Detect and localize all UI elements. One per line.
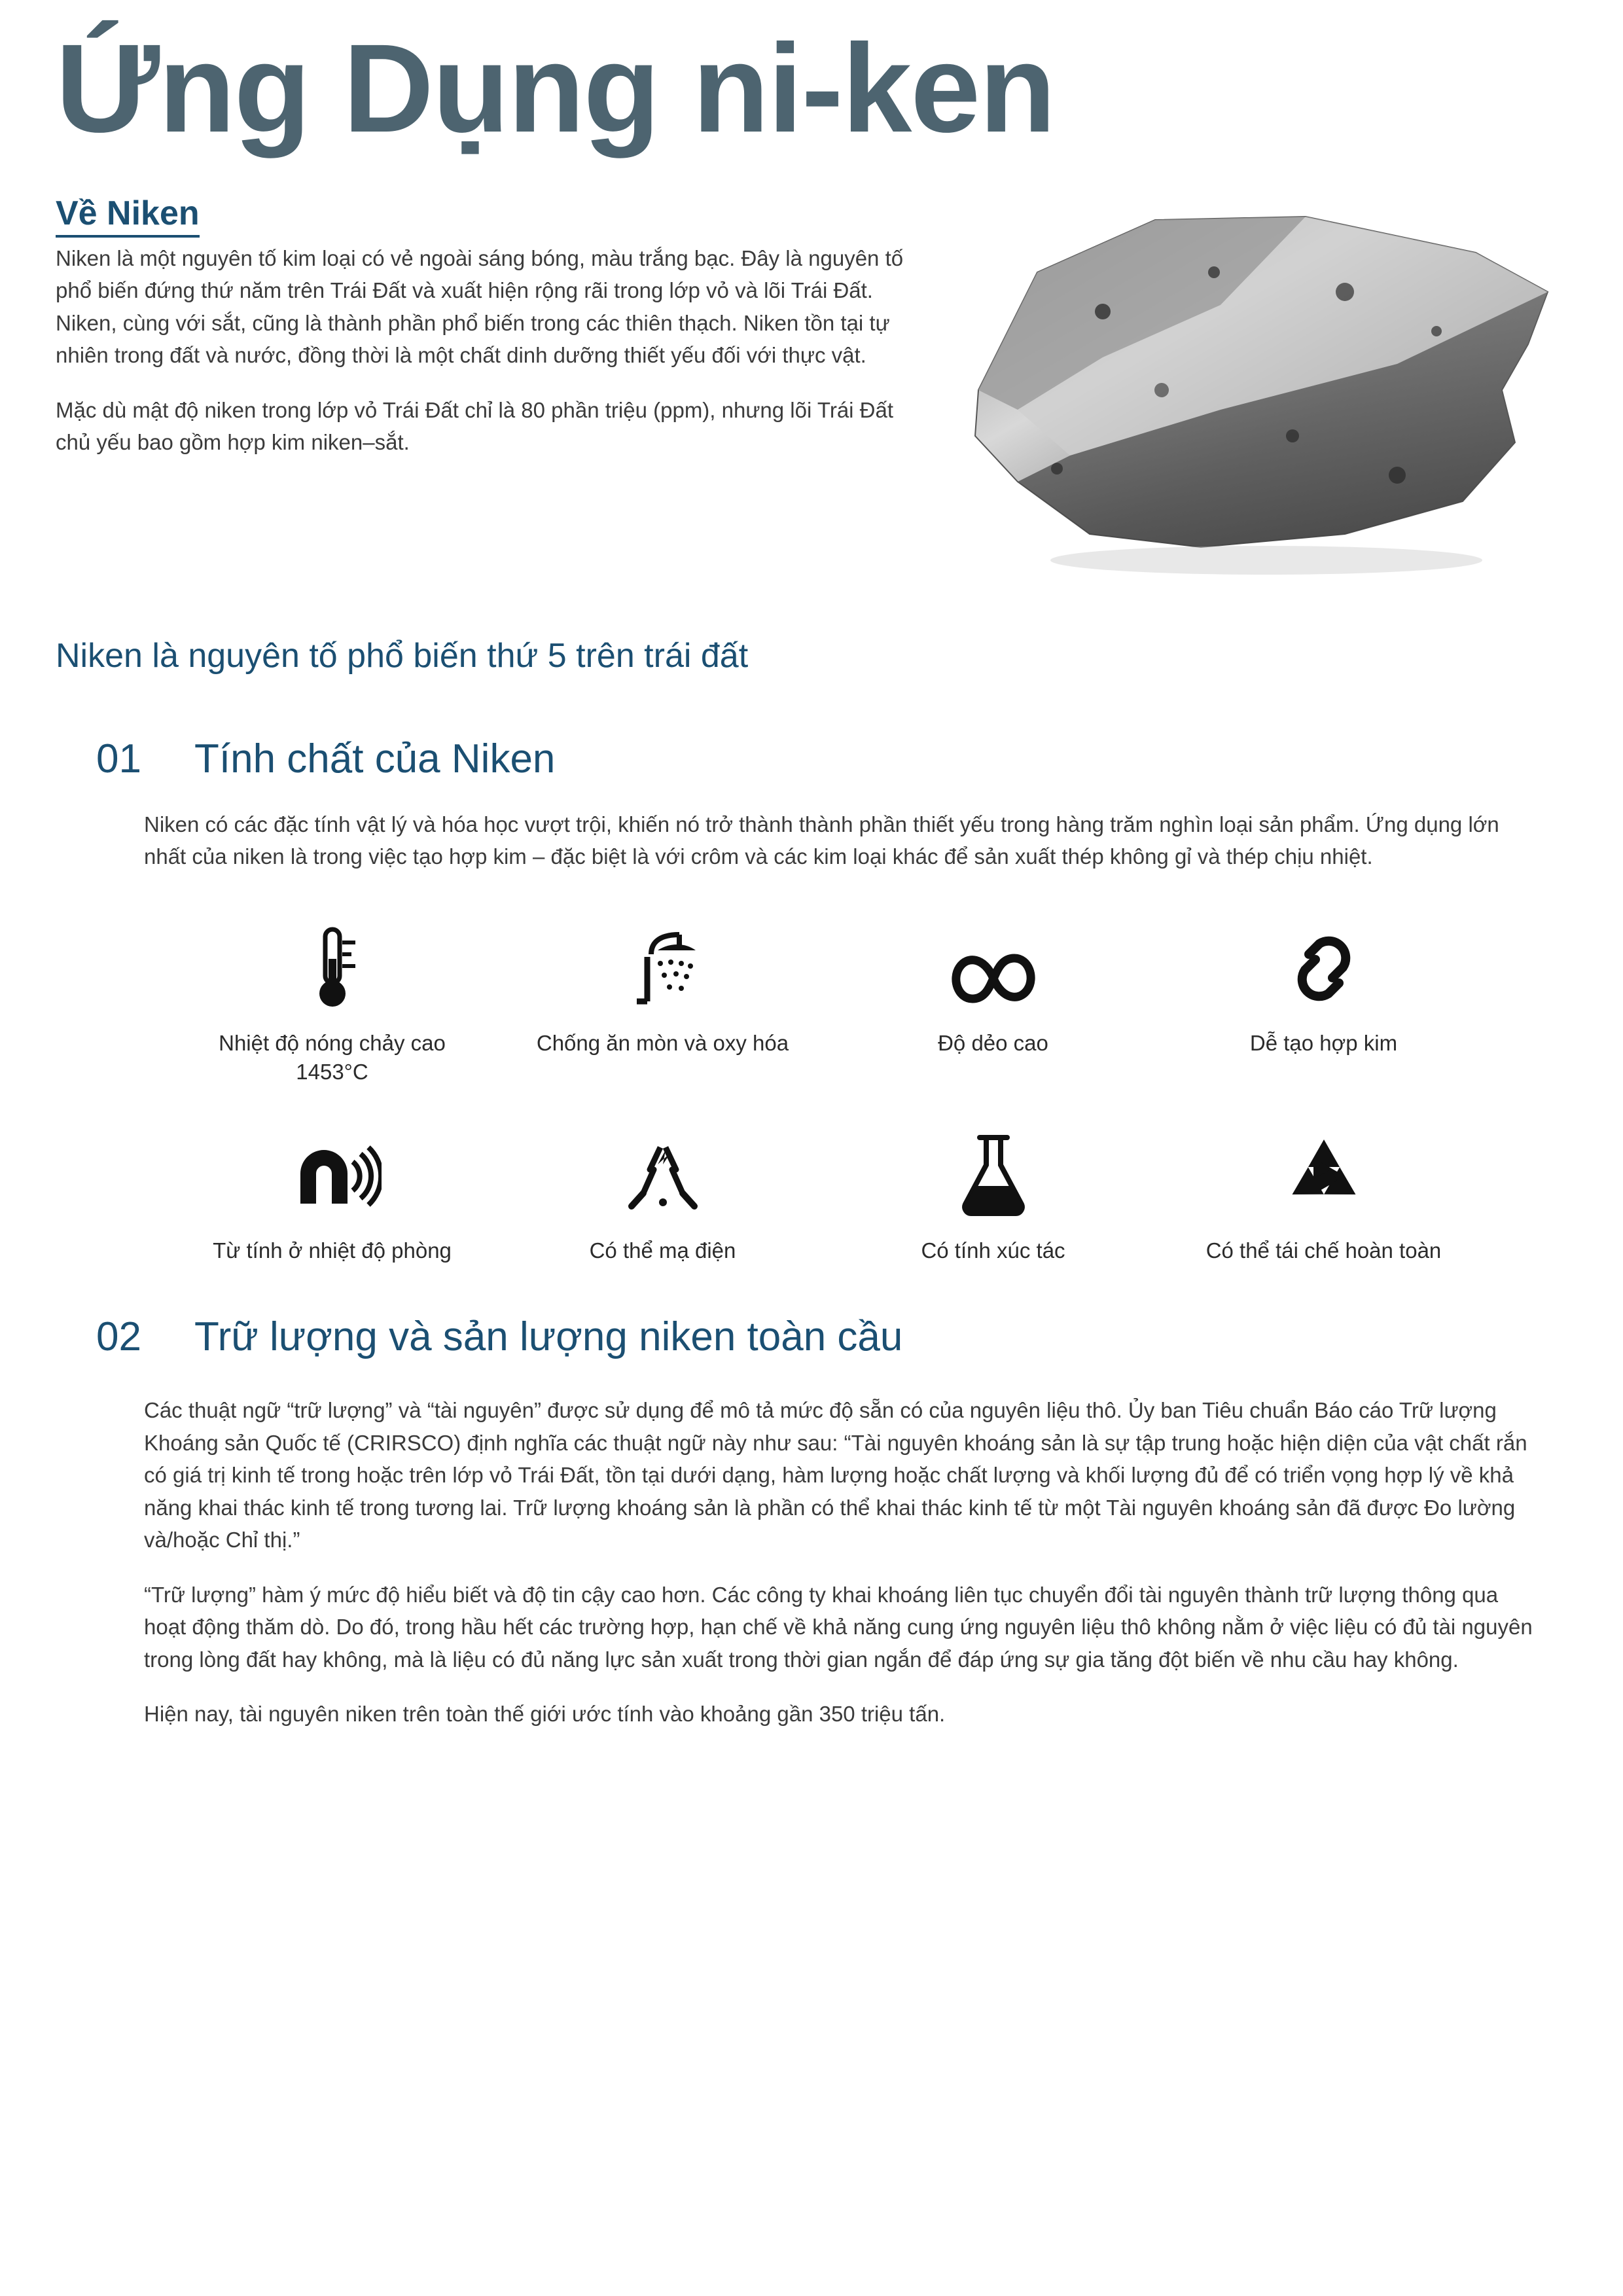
property-item — [1158, 916, 1489, 1087]
property-label: Có thể tái chế hoàn toàn — [1205, 1238, 1442, 1263]
section-title: Tính chất của Niken — [194, 736, 556, 781]
property-label: Độ dẻo cao — [938, 1030, 1048, 1055]
section-01-intro: Niken có các đặc tính vật lý và hóa học vượt trội, khiến nó trở thành thành phần thiết yếu trong hàng trăm nghìn loại sản phẩm. Ứng dụng lớn nhất của niken là trong việc tạo hợp kim – đặc biệt là với crôm và các kim loại khác để sản xuất thép không gỉ và thép chịu nhiệt. — [144, 812, 1499, 869]
property-item — [828, 1124, 1158, 1266]
nickel-ore-image — [952, 194, 1567, 600]
electroplating-icon — [617, 1124, 709, 1222]
recycle-icon — [1275, 1124, 1373, 1222]
corrosion-shower-icon — [617, 916, 709, 1014]
infinity-icon — [941, 916, 1046, 1014]
about-paragraph-2: Mặc dù mật độ niken trong lớp vỏ Trái Đất chỉ là 80 phần triệu (ppm), nhưng lõi Trái Đất chủ yếu bao gồm hợp kim niken–sắt. — [56, 397, 894, 455]
property-label: Dễ tạo hợp kim — [1249, 1030, 1398, 1055]
section-number: 02 — [96, 1314, 141, 1360]
section-title: Trữ lượng và sản lượng niken toàn cầu — [194, 1314, 903, 1360]
property-label: Chống ăn mòn và oxy hóa — [536, 1030, 789, 1055]
thermometer-icon — [296, 916, 368, 1014]
property-item — [828, 916, 1158, 1087]
property-label: Nhiệt độ nóng chảy cao 1453°C — [219, 1030, 446, 1085]
about-heading-text: Về Niken — [56, 194, 200, 238]
flask-icon — [951, 1124, 1036, 1222]
about-section — [56, 194, 1567, 600]
property-label: Có tính xúc tác — [921, 1238, 1065, 1263]
chain-link-icon — [1281, 916, 1366, 1014]
property-label: Từ tính ở nhiệt độ phòng — [213, 1238, 452, 1263]
magnet-icon — [283, 1124, 382, 1222]
callout-text: Niken là nguyên tố phổ biến thứ 5 trên trái đất — [56, 636, 749, 675]
property-item — [1158, 1124, 1489, 1266]
section-number: 01 — [96, 736, 141, 781]
about-text-column — [56, 194, 926, 481]
property-label: Có thể mạ điện — [589, 1238, 736, 1263]
section-header-02 — [56, 1314, 1567, 1360]
property-item — [497, 1124, 828, 1266]
property-item — [497, 916, 828, 1087]
properties-grid — [56, 916, 1567, 1266]
section-02-paragraph-2: “Trữ lượng” hàm ý mức độ hiểu biết và độ tin cậy cao hơn. Các công ty khai khoáng liên tục chuyển đổi tài nguyên thành trữ lượng thông qua hoạt động thăm dò. Do đó, trong hầu hết các trường hợp, hạn chế về khả năng cung ứng nguyên liệu thô không nằm ở việc liệu có đủ tài nguyên trong lòng đất hay không, mà là liệu có đủ năng lực sản xuất trong thời gian ngắn để đáp ứng sự gia tăng đột biến về nhu cầu hay không. — [144, 1582, 1533, 1672]
section-01-body — [56, 808, 1567, 873]
about-heading — [56, 194, 926, 233]
section-02-paragraph-1: Các thuật ngữ “trữ lượng” và “tài nguyên” được sử dụng để mô tả mức độ sẵn có của nguyên liệu thô. Ủy ban Tiêu chuẩn Báo cáo Trữ lượng Khoáng sản Quốc tế (CRIRSCO) định nghĩa các thuật ngữ này như sau: “Tài nguyên khoáng sản là sự tập trung hoặc hiện diện của vật chất rắn có giá trị kinh tế trong hoặc trên lớp vỏ Trái Đất, tồn tại dưới dạng, hàm lượng hoặc chất lượng và khối lượng đủ để có triển vọng hợp lý về khả năng khai thác kinh tế trong tương lai. Trữ lượng khoáng sản là phần có thể khai thác kinh tế từ một Tài nguyên khoáng sản đã được Đo lường và/hoặc Chỉ thị.” — [144, 1398, 1527, 1552]
about-paragraph-1: Niken là một nguyên tố kim loại có vẻ ngoài sáng bóng, màu trắng bạc. Đây là nguyên tố phổ biến đứng thứ năm trên Trái Đất và xuất hiện rộng rãi trong lớp vỏ và lõi Trái Đất. Niken, cùng với sắt, cũng là thành phần phổ biến trong các thiên thạch. Niken tồn tại tự nhiên trong đất và nước, đồng thời là một chất dinh dưỡng thiết yếu đối với thực vật. — [56, 245, 904, 368]
page-title: Ứng Dụng ni-ken — [56, 18, 1055, 158]
section-02-body — [56, 1394, 1567, 1731]
property-item — [167, 1124, 497, 1266]
section-02-paragraph-3: Hiện nay, tài nguyên niken trên toàn thế giới ước tính vào khoảng gần 350 triệu tấn. — [144, 1702, 946, 1727]
section-header-01 — [56, 736, 1567, 782]
rock-illustration — [939, 194, 1567, 586]
property-item — [167, 916, 497, 1087]
